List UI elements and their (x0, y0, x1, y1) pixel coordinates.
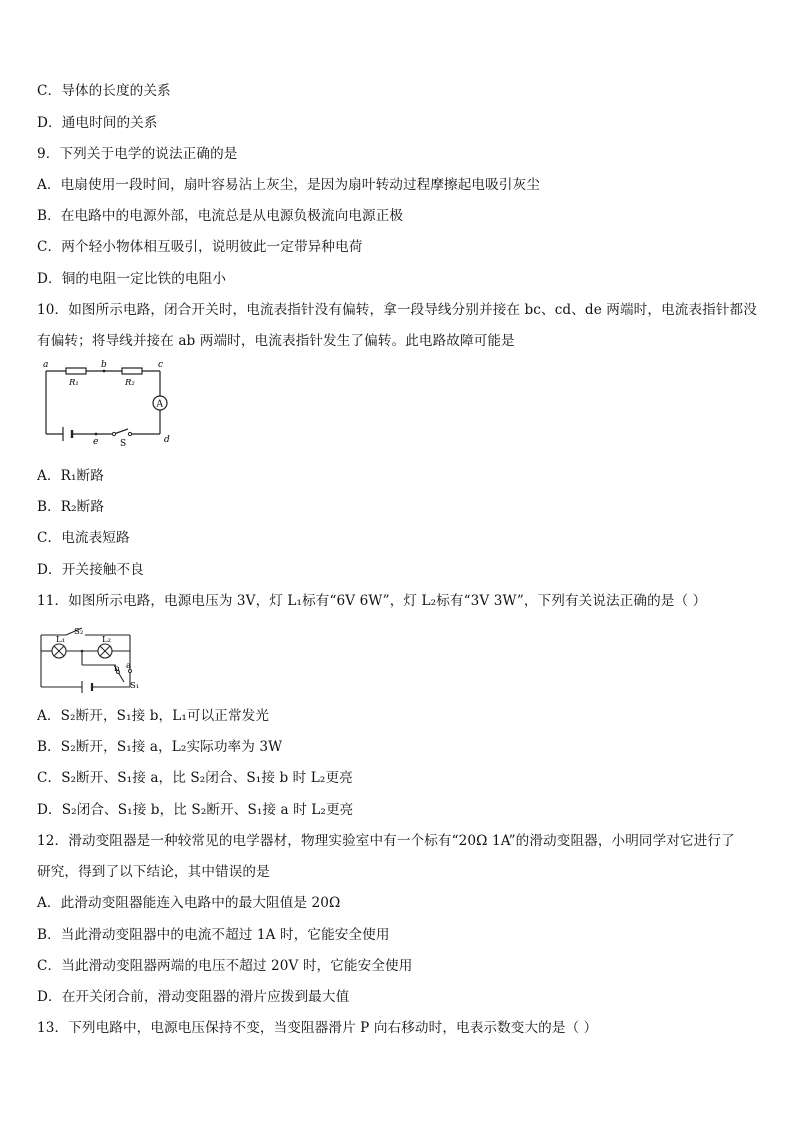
q10-option-c: C．电流表短路 (37, 530, 130, 546)
label-e: e (93, 437, 99, 447)
q11-option-b: B．S₂断开，S₁接 a，L₂实际功率为 3W (37, 739, 283, 755)
q11-option-a: A．S₂断开，S₁接 b，L₁可以正常发光 (37, 708, 270, 724)
q12-option-b: B．当此滑动变阻器中的电流不超过 1A 时，它能安全使用 (37, 927, 390, 943)
q10-stem-line2: 有偏转；将导线并接在 ab 两端时，电流表指针发生了偏转。此电路故障可能是 (37, 333, 515, 349)
label-r1: R₁ (69, 378, 79, 388)
label-l2: L₂ (102, 635, 112, 645)
label-l1: L₁ (56, 635, 66, 645)
label-s2: S₂ (74, 627, 84, 637)
ammeter-icon: A (156, 399, 163, 410)
label-d: d (164, 435, 170, 445)
q11-circuit-diagram (38, 625, 144, 693)
q9-option-c: C．两个轻小物体相互吸引，说明彼此一定带异种电荷 (37, 239, 363, 255)
q10-option-d: D．开关接触不良 (37, 562, 144, 578)
q13-stem: 13．下列电路中，电源电压保持不变，当变阻器滑片 P 向右移动时，电表示数变大的是（ ） (37, 1020, 598, 1036)
q10-option-b: B．R₂断路 (37, 499, 105, 515)
label-switch: S (120, 439, 127, 449)
label-b-contact: b (114, 664, 120, 674)
q11-stem: 11．如图所示电路，电源电压为 3V，灯 L₁标有“6V 6W”，灯 L₂标有“3V 3W”，下列有关说法正确的是（ ） (37, 593, 707, 609)
q9-option-d: D．铜的电阻一定比铁的电阻小 (37, 271, 227, 287)
q12-stem-line2: 研究，得到了以下结论，其中错误的是 (37, 864, 270, 880)
label-a: a (43, 360, 49, 370)
q10-circuit-diagram (38, 358, 178, 450)
q11-option-c: C．S₂断开、S₁接 a，比 S₂闭合、S₁接 b 时 L₂更亮 (37, 770, 353, 786)
label-c: c (158, 360, 164, 370)
q12-option-d: D．在开关闭合前，滑动变阻器的滑片应拨到最大值 (37, 989, 350, 1005)
q12-option-c: C．当此滑动变阻器两端的电压不超过 20V 时，它能安全使用 (37, 958, 413, 974)
label-s1: S₁ (130, 681, 140, 691)
label-a-contact: a (126, 661, 132, 671)
q12-option-a: A．此滑动变阻器能连入电路中的最大阻值是 20Ω (37, 895, 341, 911)
q11-option-d: D．S₂闭合、S₁接 b，比 S₂断开、S₁接 a 时 L₂更亮 (37, 802, 354, 818)
label-b: b (101, 360, 107, 370)
q9-option-b: B．在电路中的电源外部，电流总是从电源负极流向电源正极 (37, 208, 404, 224)
q8-option-c: C．导体的长度的关系 (37, 83, 171, 99)
q12-stem-line1: 12．滑动变阻器是一种较常见的电学器材，物理实验室中有一个标有“20Ω 1A”的滑动变阻器，小明同学对它进行了 (37, 833, 735, 849)
label-r2: R₂ (125, 378, 135, 388)
q10-option-a: A．R₁断路 (37, 468, 104, 484)
q10-stem-line1: 10．如图所示电路，闭合开关时，电流表指针没有偏转，拿一段导线分别并接在 bc、cd、de 两端时，电流表指针都没 (37, 302, 757, 318)
q8-option-d: D．通电时间的关系 (37, 115, 158, 131)
q9-option-a: A．电扇使用一段时间，扇叶容易沾上灰尘，是因为扇叶转动过程摩擦起电吸引灰尘 (37, 177, 540, 193)
q9-stem: 9．下列关于电学的说法正确的是 (37, 146, 238, 162)
